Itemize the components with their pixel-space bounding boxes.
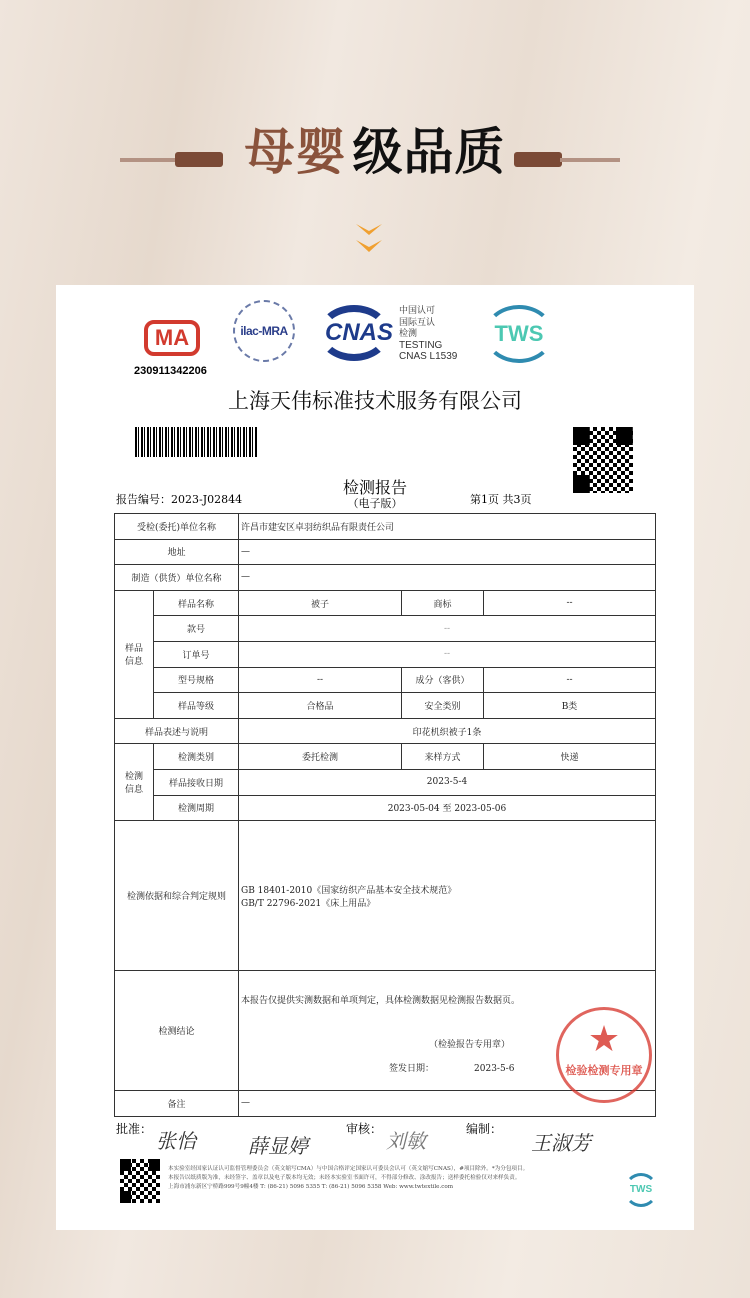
footer-line: 上海市浦东新区宁桥路999号9幢4楼 T: (86-21) 5096 5355 T: (86-21) 5096 5358 Web: www.twtextile.com	[168, 1184, 454, 1190]
cell-label: 检测结论	[115, 971, 239, 1091]
compile-signature: 王淑芳	[531, 1131, 591, 1155]
cell-label: 制造（供货）单位名称	[115, 565, 239, 591]
cell-label: 安全类别	[402, 693, 484, 719]
table-row	[115, 590, 656, 616]
approve-signature: 张怡	[156, 1129, 196, 1153]
cnas-line: 检测	[399, 328, 418, 338]
table-row	[115, 769, 656, 795]
table-row	[115, 693, 656, 719]
chevron-down-icon	[354, 222, 384, 256]
review-label: 审核：	[346, 1122, 383, 1136]
cell-value: 2023-5-4	[239, 769, 656, 795]
cnas-line: 中国认可	[399, 305, 436, 315]
cnas-line: CNAS L1539	[399, 351, 458, 362]
cell-label: 款号	[154, 616, 239, 642]
barcode	[135, 427, 257, 457]
basis-line: GB/T 22796-2021《床上用品》	[241, 898, 376, 909]
table-row	[115, 514, 656, 540]
basis-line: GB 18401-2010《国家纺织产品基本安全技术规范》	[241, 885, 457, 896]
cell-label: 样品接收日期	[154, 769, 239, 795]
footer-qr-code	[118, 1157, 162, 1205]
banner-title-accent: 母婴	[244, 122, 347, 181]
cell-label: 成分（客供）	[402, 667, 484, 693]
cell-value: 印花机织被子1条	[239, 718, 656, 744]
footer-line: 本实验室经国家认证认可监督管理委员会（英文缩写CMA）与中国合格评定国家认可委员会认可（英文缩写CNAS），#项目除外。*为分包项目。	[168, 1166, 529, 1172]
cell-label: 地址	[115, 539, 239, 565]
cell-value: 许昌市建安区卓羽纺织品有限责任公司	[239, 514, 656, 540]
cell-label: 样品表述与说明	[115, 718, 239, 744]
table-row	[115, 744, 656, 770]
cell-value: 被子	[239, 590, 402, 616]
table-row	[115, 1091, 656, 1117]
star-icon: ★	[587, 1019, 621, 1060]
table-row	[115, 565, 656, 591]
cnas-line: 国际互认	[399, 316, 436, 327]
footer-text	[168, 1165, 608, 1192]
tws-logo: TWS	[484, 305, 554, 363]
cell-value: --	[239, 667, 402, 693]
seal-note: （检验报告专用章）	[429, 1040, 511, 1051]
cell-value: —	[239, 1091, 656, 1117]
banner-title	[0, 112, 750, 184]
issue-label: 签发日期：	[389, 1064, 435, 1075]
approve-label: 批准：	[116, 1122, 153, 1136]
cell-label: 样品名称	[154, 590, 239, 616]
cnas-logo: CNAS	[318, 305, 390, 361]
divider	[560, 158, 620, 162]
cell-value: 2023-05-04 至 2023-05-06	[239, 795, 656, 821]
cnas-line: TESTING	[399, 339, 443, 351]
cell-label: 订单号	[154, 641, 239, 667]
report-title: 检测报告	[342, 478, 407, 497]
cell-label: 来样方式	[402, 744, 484, 770]
cell-label: 样品等级	[154, 693, 239, 719]
cell-value: --	[239, 641, 656, 667]
issue-date-value: 2023-5-6	[474, 1064, 515, 1075]
banner-title-rest: 级品质	[352, 122, 506, 181]
compile-label: 编制：	[466, 1122, 503, 1136]
cell-label: 检测依据和综合判定规则	[115, 821, 239, 971]
divider	[514, 152, 562, 167]
report-number: 报告编号：2023-J02844	[116, 493, 243, 506]
cell-value: 快递	[484, 744, 656, 770]
cell-value: 委托检测	[239, 744, 402, 770]
cell-label: 备注	[115, 1091, 239, 1117]
cell-value: B类	[484, 693, 656, 719]
cell-value: --	[484, 590, 656, 616]
page-count: 第1页 共3页	[470, 493, 532, 506]
ilac-mra-logo: ilac-MRA	[233, 300, 295, 362]
cell-value: --	[484, 667, 656, 693]
report-subtitle: （电子版）	[347, 497, 403, 510]
cell-label: 检测类别	[154, 744, 239, 770]
cell-value: 合格品	[239, 693, 402, 719]
banner	[0, 110, 750, 180]
table-row	[115, 795, 656, 821]
test-report	[56, 285, 694, 1230]
footer-tws-logo: TWS	[624, 1173, 658, 1207]
cell-label: 受检(委托)单位名称	[115, 514, 239, 540]
footer-line: 本报告以纸质版为准，未经签字、盖章以及电子版本均无效；未经本实验室书面许可，不得部分修改、涂改报告；送样委托检验仅对来样负责。	[168, 1175, 521, 1181]
seal-text: 检验检测专用章	[565, 1064, 643, 1077]
cnas-text	[399, 305, 457, 363]
cell-label: 型号规格	[154, 667, 239, 693]
official-seal	[556, 1007, 652, 1103]
conclusion-text: 本报告仅提供实测数据和单项判定，具体检测数据见检测报告数据页。	[241, 996, 521, 1007]
table-row	[115, 641, 656, 667]
cell-label: 商标	[402, 590, 484, 616]
cell-value	[239, 821, 656, 971]
cell-value: —	[239, 539, 656, 565]
approve-signature-2: 薛显婷	[248, 1134, 308, 1158]
table-row	[115, 718, 656, 744]
group-label: 样品信息	[115, 590, 154, 718]
group-label: 检测信息	[115, 744, 154, 821]
cma-logo: MA	[144, 320, 200, 356]
table-row	[115, 616, 656, 642]
table-row	[115, 821, 656, 971]
cma-number: 230911342206	[134, 365, 207, 377]
cell-value: --	[239, 616, 656, 642]
company-name: 上海天伟标准技术服务有限公司	[228, 389, 522, 413]
table-row	[115, 667, 656, 693]
issue-date	[389, 1061, 514, 1074]
review-signature: 刘敏	[386, 1129, 426, 1153]
table-row	[115, 539, 656, 565]
cell-label: 检测周期	[154, 795, 239, 821]
cell-value: —	[239, 565, 656, 591]
